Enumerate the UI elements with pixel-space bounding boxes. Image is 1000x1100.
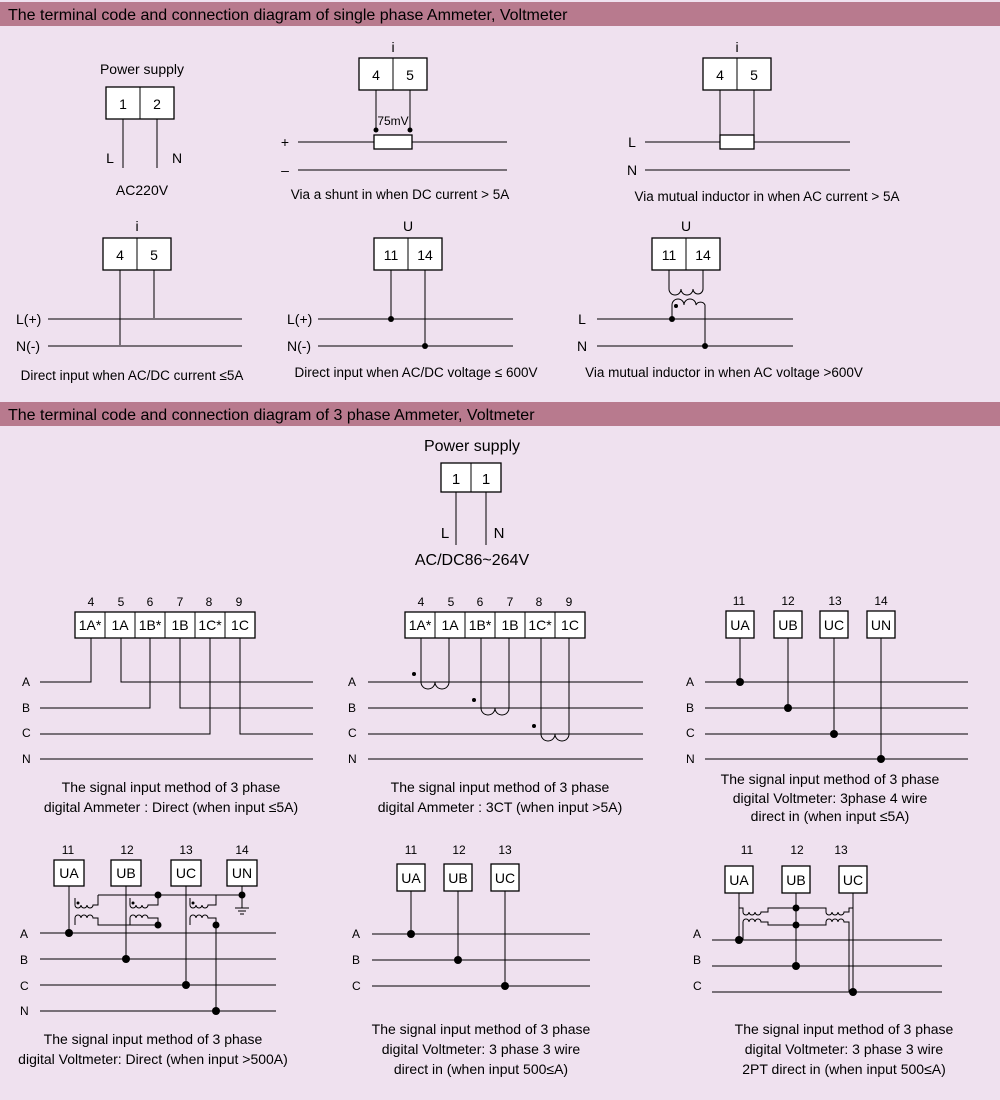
v2-caption-line3: 2PT direct in (when input 500≤A) [742,1061,946,1077]
v5-term-UA: UA [59,865,79,881]
sp-shunt-caption: Via a shunt in when DC current > 5A [290,187,510,202]
sp-dc-terminal-5: 5 [150,247,158,263]
tp-ammeter-3ct-diagram [348,595,643,815]
v3-num-13: 13 [498,843,512,857]
sp-pt-secondary-coil [669,283,703,295]
v3-phase-B: B [352,953,361,967]
tp-volt-2pt-diagram [693,843,954,1077]
sp-ct-symbol: i [735,39,739,55]
sp-ct-transformer [720,135,754,149]
tp-ammeter-direct-diagram [22,595,313,815]
v3-term-UC: UC [494,870,516,886]
v2-term-UC: UC [842,872,864,888]
v4-caption-line1: The signal input method of 3 phase [720,771,940,787]
am3-ct-c-coil [541,638,569,741]
am3-caption-line1: The signal input method of 3 phase [390,779,610,795]
v2-num-11: 11 [740,843,754,857]
am3-term-1C-star: 1C* [528,617,552,633]
am3-num-7: 7 [506,595,514,609]
sp-dc-terminal-4: 4 [116,247,124,263]
sp-dc-caption: Direct input when AC/DC current ≤5A [20,368,244,383]
sp-shunt-terminal-4: 4 [372,67,380,83]
amd-num-8: 8 [205,595,213,609]
amd-num-6: 6 [146,595,154,609]
v5-caption-line1: The signal input method of 3 phase [43,1031,263,1047]
tp-volt-4wire-diagram [686,594,968,824]
amd-phase-N: N [22,752,31,766]
sp-ct-L: L [628,134,636,150]
amd-phase-B: B [22,701,31,715]
amd-term-1B: 1B [171,617,189,633]
v3-phase-C: C [352,979,361,993]
v5-pt-coils [75,895,220,1011]
v4-num-13: 13 [828,594,842,608]
v2-term-UB: UB [786,872,806,888]
am3-term-1B-star: 1B* [468,617,492,633]
v3-num-12: 12 [452,843,466,857]
v5-phase-B: B [20,953,29,967]
sp-power-supply-diagram [100,61,184,198]
v5-num-11: 11 [61,843,75,857]
section2-title: The terminal code and connection diagram of 3 phase Ammeter, Voltmeter [8,407,535,424]
sp-dc-symbol: i [135,218,139,234]
v2-caption-line2: digital Voltmeter: 3 phase 3 wire [744,1041,944,1057]
am3-term-1B: 1B [501,617,519,633]
v4-num-14: 14 [874,594,888,608]
sp-shunt-minus: – [281,162,289,178]
v5-num-13: 13 [179,843,193,857]
v3-term-UB: UB [448,870,468,886]
amd-num-9: 9 [235,595,243,609]
sp-power-terminal-2: 2 [153,96,161,112]
am3-caption-line2: digital Ammeter : 3CT (when input >5A) [377,799,623,815]
sp-ct-caption: Via mutual inductor in when AC current > 5A [634,189,900,204]
sp-ct-terminal-5: 5 [750,67,758,83]
am3-phase-B: B [348,701,357,715]
amd-caption-line1: The signal input method of 3 phase [61,779,281,795]
sp-pt-voltage-diagram [577,218,863,380]
amd-num-5: 5 [117,595,125,609]
v4-caption-line3: direct in (when input ≤5A) [750,808,910,824]
amd-phase-C: C [22,726,31,740]
sp-dc-N: N(-) [16,338,41,354]
v5-term-UN: UN [231,865,253,881]
sp-shunt-75mv-label: 75mV [377,114,409,128]
v5-num-14: 14 [235,843,249,857]
v2-phase-B: B [693,953,702,967]
amd-term-1A: 1A [111,617,129,633]
tp-power-voltage: AC/DC86~264V [414,552,530,569]
amd-phase-A: A [22,675,31,689]
v5-caption-line2: digital Voltmeter: Direct (when input >500A) [18,1051,288,1067]
v4-phase-B: B [686,701,695,715]
tp-power-terminal-b: 1 [481,471,491,488]
sp-ct-N: N [626,162,638,178]
v4-phase-A: A [686,675,695,689]
v5-phase-N: N [20,1004,29,1018]
sp-pt-symbol: U [680,218,692,234]
v3-caption-line3: direct in (when input 500≤A) [393,1061,569,1077]
am3-ct-b-coil [481,638,509,715]
am3-term-1C: 1C [561,617,579,633]
sp-dv-terminal-14: 14 [417,247,433,263]
tp-power-terminal-a: 1 [451,471,461,488]
v2-caption-line1: The signal input method of 3 phase [734,1021,954,1037]
sp-power-N: N [171,150,183,166]
am3-num-9: 9 [565,595,573,609]
sp-pt-N: N [576,338,588,354]
sp-dv-caption: Direct input when AC/DC voltage ≤ 600V [294,365,538,380]
sp-dc-L: L(+) [16,311,42,327]
sp-pt-terminal-11: 11 [661,247,677,263]
v4-caption-line2: digital Voltmeter: 3phase 4 wire [732,790,928,806]
v3-term-UA: UA [401,870,421,886]
amd-term-1C-star: 1C* [198,617,222,633]
sp-dv-symbol: U [402,218,414,234]
sp-dv-L: L(+) [287,311,313,327]
v4-term-UA: UA [730,617,750,633]
am3-ct-a-coil [421,638,449,689]
v4-phase-C: C [686,726,695,740]
sp-power-title: Power supply [99,61,185,77]
v4-term-UC: UC [823,617,845,633]
v5-phase-A: A [20,927,29,941]
v4-num-11: 11 [732,594,746,608]
sp-dv-N: N(-) [287,338,312,354]
tp-power-L: L [440,525,450,542]
v5-term-UC: UC [175,865,197,881]
sp-shunt-resistor [374,135,412,149]
am3-phase-A: A [348,675,357,689]
tp-volt-500-diagram [18,843,288,1067]
sp-pt-L: L [578,311,586,327]
am3-term-1A-star: 1A* [408,617,432,633]
am3-phase-N: N [348,752,357,766]
tp-volt-3wire-diagram [352,843,591,1077]
sp-power-terminal-1: 1 [119,96,127,112]
v2-num-13: 13 [834,843,848,857]
v3-num-11: 11 [404,843,418,857]
sp-shunt-diagram [281,39,509,202]
v2-phase-A: A [693,927,702,941]
sp-power-L: L [106,150,114,166]
tp-power-N: N [493,525,505,542]
amd-num-7: 7 [176,595,184,609]
amd-term-1A-star: 1A* [78,617,102,633]
sp-dv-terminal-11: 11 [383,247,399,263]
v3-phase-A: A [352,927,361,941]
sp-direct-current-diagram [16,218,243,383]
v5-phase-C: C [20,979,29,993]
am3-num-4: 4 [417,595,425,609]
amd-term-1C: 1C [231,617,249,633]
sp-shunt-plus: + [280,134,290,150]
am3-num-8: 8 [535,595,543,609]
v3-caption-line2: digital Voltmeter: 3 phase 3 wire [381,1041,581,1057]
am3-term-1A: 1A [441,617,459,633]
sp-shunt-terminal-5: 5 [406,67,414,83]
sp-pt-terminal-14: 14 [695,247,711,263]
sp-ct-diagram [627,39,900,204]
sp-pt-caption: Via mutual inductor in when AC voltage >600V [585,365,863,380]
am3-phase-C: C [348,726,357,740]
v4-term-UN: UN [870,617,892,633]
sp-direct-voltage-diagram [287,218,538,380]
sp-ct-terminal-4: 4 [716,67,724,83]
v5-ground-icon [235,908,249,914]
v4-phase-N: N [686,752,695,766]
amd-num-4: 4 [87,595,95,609]
am3-num-6: 6 [476,595,484,609]
v5-num-12: 12 [120,843,134,857]
amd-caption-line2: digital Ammeter : Direct (when input ≤5A) [43,799,299,815]
v2-num-12: 12 [790,843,804,857]
v5-term-UB: UB [116,865,136,881]
v2-term-UA: UA [729,872,749,888]
sp-power-voltage: AC220V [115,182,169,198]
v2-phase-C: C [693,979,702,993]
v3-caption-line1: The signal input method of 3 phase [371,1021,591,1037]
tp-power-title: Power supply [423,438,521,455]
section1-title: The terminal code and connection diagram of single phase Ammeter, Voltmeter [8,7,568,24]
v4-term-UB: UB [778,617,798,633]
v4-num-12: 12 [781,594,795,608]
amd-term-1B-star: 1B* [138,617,162,633]
tp-power-supply-diagram [415,438,530,569]
am3-num-5: 5 [447,595,455,609]
sp-shunt-symbol: i [391,39,395,55]
